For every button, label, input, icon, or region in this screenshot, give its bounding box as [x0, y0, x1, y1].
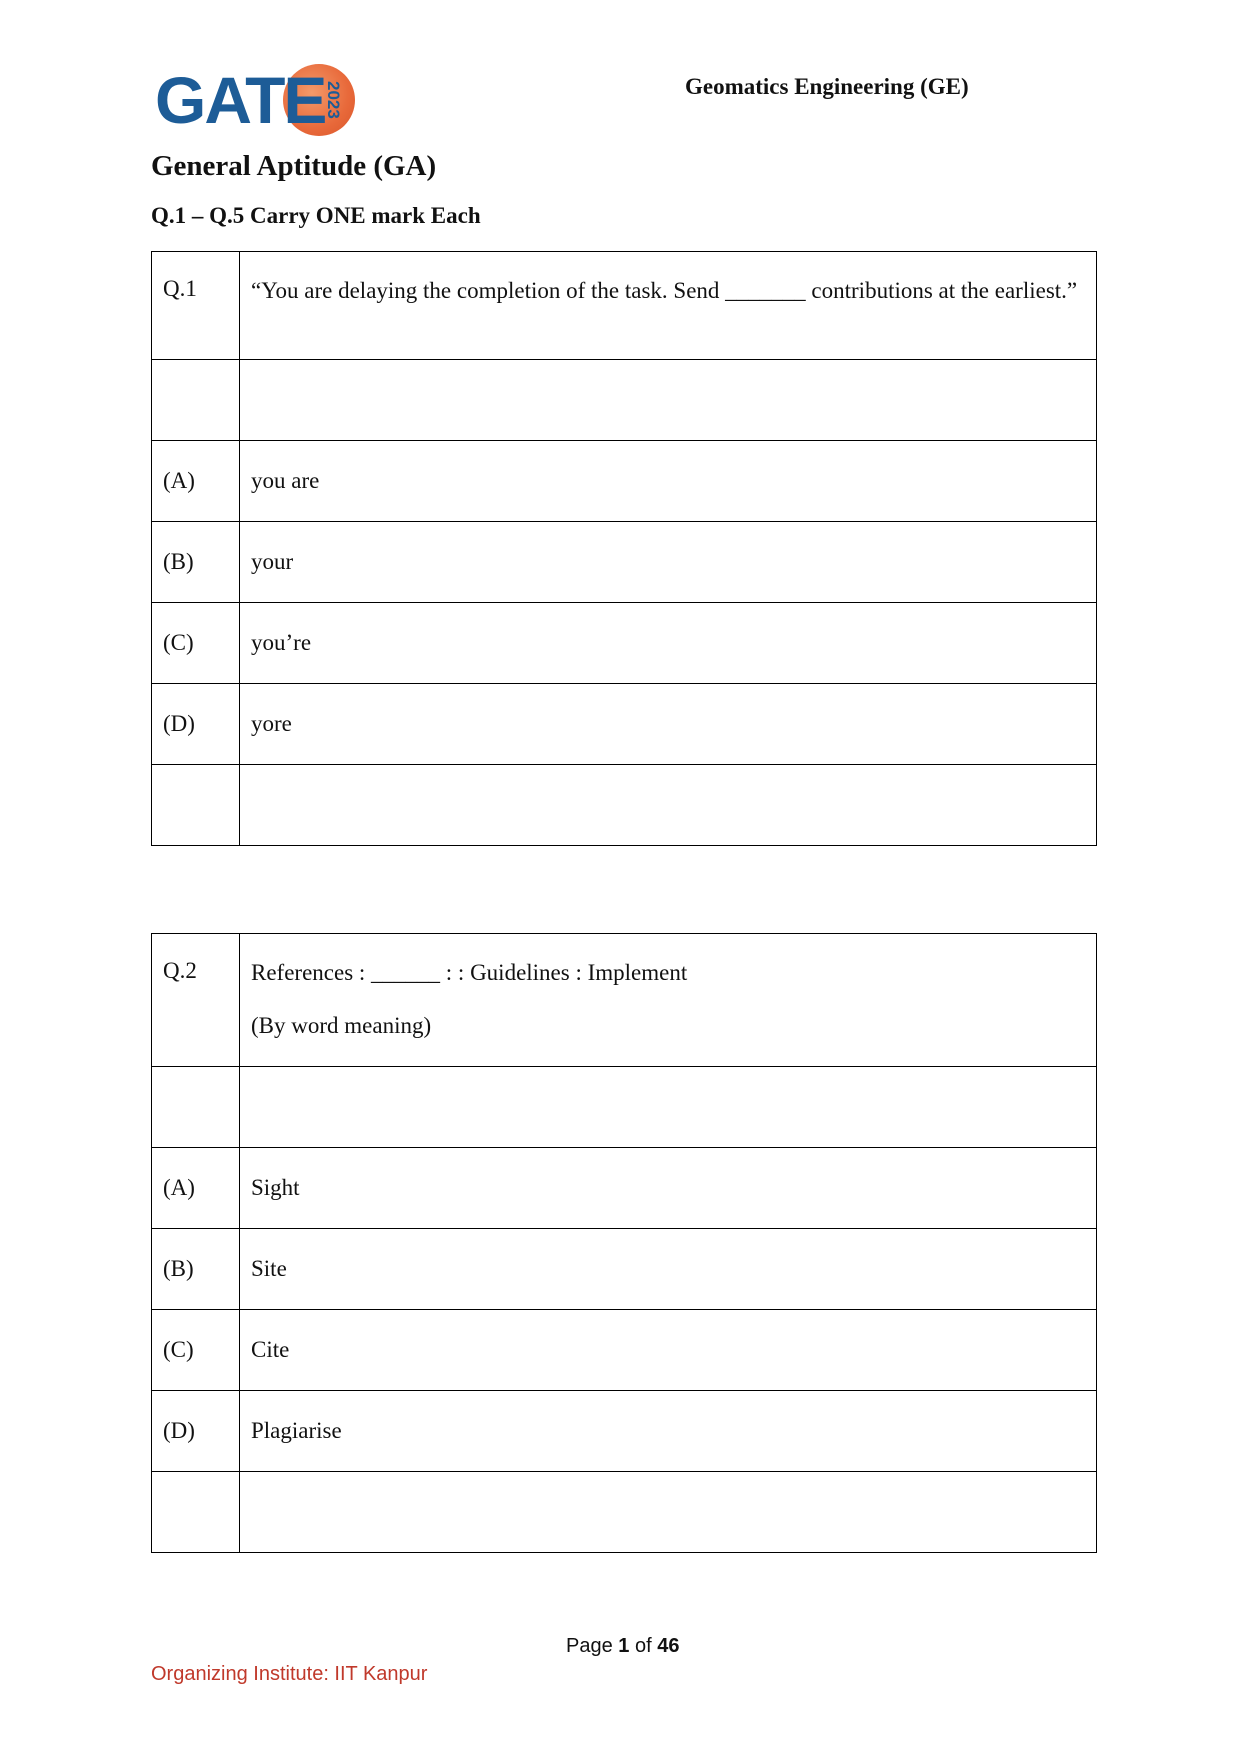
option-label: (A) [152, 1148, 240, 1229]
question-stem [240, 934, 1097, 1067]
logo-text: GATE [155, 63, 326, 137]
option-row-a[interactable] [152, 441, 1097, 522]
option-label: (D) [152, 1391, 240, 1472]
question-table-q1 [151, 251, 1097, 846]
option-row-d[interactable] [152, 1391, 1097, 1472]
question-number: Q.1 [152, 252, 240, 360]
gate-2023-logo [155, 62, 355, 138]
page-of: of [634, 1635, 652, 1657]
question-stem-text: References : ______ : : Guidelines : Implement [251, 960, 688, 985]
page-total: 46 [657, 1635, 680, 1657]
paper-subject: Geomatics Engineering (GE) [685, 74, 969, 99]
question-table-q2 [151, 933, 1097, 1553]
option-label: (D) [152, 684, 240, 765]
page-word: Page [566, 1635, 613, 1657]
option-label: (B) [152, 522, 240, 603]
section-title: General Aptitude (GA) [151, 150, 437, 182]
option-label: (C) [152, 1310, 240, 1391]
option-text: Cite [240, 1310, 1097, 1391]
option-text: you’re [240, 603, 1097, 684]
logo-year: 2023 [324, 81, 343, 119]
option-row-c[interactable] [152, 603, 1097, 684]
option-text: you are [240, 441, 1097, 522]
blank-row [152, 1067, 1097, 1148]
question-number: Q.2 [152, 934, 240, 1067]
option-text: yore [240, 684, 1097, 765]
question-stem-row [152, 252, 1097, 360]
blank-row [152, 1472, 1097, 1553]
question-stem-note: (By word meaning) [251, 1013, 432, 1038]
blank-row [152, 765, 1097, 846]
question-stem-text: “You are delaying the completion of the task. Send _______ contributions at the earliest.” [251, 278, 1078, 303]
page-current: 1 [618, 1635, 630, 1657]
option-label: (A) [152, 441, 240, 522]
option-text: Site [240, 1229, 1097, 1310]
option-row-b[interactable] [152, 1229, 1097, 1310]
option-row-a[interactable] [152, 1148, 1097, 1229]
organizing-institute: Organizing Institute: IIT Kanpur [151, 1663, 428, 1685]
option-row-c[interactable] [152, 1310, 1097, 1391]
question-stem [240, 252, 1097, 360]
option-text: Plagiarise [240, 1391, 1097, 1472]
option-row-d[interactable] [152, 684, 1097, 765]
question-stem-row [152, 934, 1097, 1067]
option-text: Sight [240, 1148, 1097, 1229]
option-label: (B) [152, 1229, 240, 1310]
blank-row [152, 360, 1097, 441]
page-number [566, 1635, 679, 1658]
option-row-b[interactable] [152, 522, 1097, 603]
option-text: your [240, 522, 1097, 603]
option-label: (C) [152, 603, 240, 684]
section-subtitle: Q.1 – Q.5 Carry ONE mark Each [151, 203, 481, 228]
